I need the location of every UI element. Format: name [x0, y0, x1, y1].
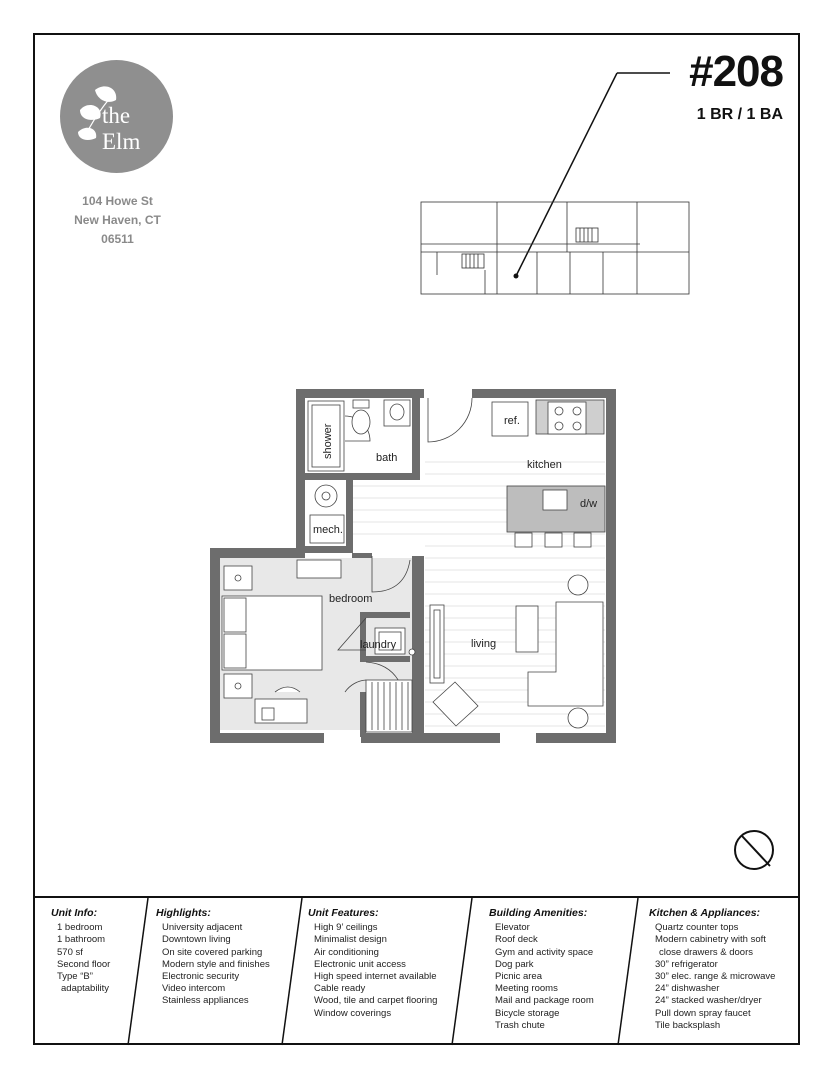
list-item: Video intercom	[162, 983, 226, 995]
list-item: Second floor	[57, 958, 111, 970]
list-item: Gym and activity space	[495, 946, 594, 958]
living-furniture	[430, 575, 603, 728]
list-item: High speed internet available	[314, 971, 437, 983]
list-item: Electronic unit access	[314, 958, 406, 970]
list-item: University adjacent	[162, 922, 243, 934]
list-item: Trash chute	[495, 1019, 545, 1031]
list-item: 24” stacked washer/dryer	[655, 995, 762, 1007]
list-item: Minimalist design	[314, 934, 387, 946]
unit-type: 1 BR / 1 BA	[696, 106, 783, 123]
label-bath: bath	[376, 452, 398, 464]
column-heading: Unit Info:	[51, 907, 98, 919]
label-dw: d/w	[580, 498, 598, 510]
list-item: Mail and package room	[495, 995, 594, 1007]
list-item: Elevator	[495, 922, 530, 934]
list-item: Picnic area	[495, 971, 542, 983]
column-heading: Highlights:	[156, 907, 211, 919]
list-item: Stainless appliances	[162, 995, 249, 1007]
highlights-column	[156, 907, 270, 1008]
list-item: Tile backsplash	[655, 1019, 721, 1031]
unit-number: #208	[689, 47, 783, 96]
label-kitchen: kitchen	[527, 459, 562, 471]
label-bedroom: bedroom	[329, 593, 373, 605]
list-item: Bicycle storage	[495, 1007, 560, 1019]
label-shower: shower	[322, 423, 334, 459]
list-item: On site covered parking	[162, 946, 263, 958]
list-item: Air conditioning	[314, 946, 379, 958]
list-item: 570 sf	[57, 946, 83, 958]
leader-line	[516, 73, 617, 276]
column-heading: Kitchen & Appliances:	[649, 907, 761, 919]
list-item: Window coverings	[314, 1007, 392, 1019]
list-item: Modern cabinetry with soft	[655, 934, 766, 946]
list-item: Electronic security	[162, 971, 240, 983]
label-mech: mech.	[313, 524, 343, 536]
address-line: 104 Howe St	[82, 194, 153, 208]
list-item: 30” elec. range & microwave	[655, 971, 776, 983]
list-item: Wood, tile and carpet flooring	[314, 995, 438, 1007]
list-item: adaptability	[61, 983, 110, 995]
list-item: 30” refrigerator	[655, 958, 718, 970]
unit-info-column	[51, 907, 110, 995]
list-item: Meeting rooms	[495, 983, 558, 995]
address-line: 06511	[101, 232, 134, 246]
kitchen-appliances-column	[649, 907, 775, 1032]
list-item: High 9’ ceilings	[314, 922, 378, 934]
column-heading: Unit Features:	[308, 907, 379, 919]
list-item: Roof deck	[495, 934, 538, 946]
list-item: Downtown living	[162, 934, 231, 946]
north-arrow-icon	[735, 831, 773, 869]
list-item: Modern style and finishes	[162, 958, 270, 970]
list-item: Pull down spray faucet	[655, 1007, 751, 1019]
list-item: Quartz counter tops	[655, 922, 739, 934]
list-item: 1 bathroom	[57, 934, 106, 946]
list-item: Cable ready	[314, 983, 366, 995]
label-ref: ref.	[504, 415, 520, 427]
list-item: Dog park	[495, 958, 534, 970]
building-amenities-column	[489, 907, 594, 1032]
list-item: close drawers & doors	[659, 946, 753, 958]
logo-text: the Elm	[102, 103, 141, 154]
label-living: living	[471, 638, 497, 650]
list-item: 24” dishwasher	[655, 983, 720, 995]
list-item: 1 bedroom	[57, 922, 103, 934]
label-laundry: laundry	[360, 639, 397, 651]
key-plan	[421, 202, 689, 294]
column-heading: Building Amenities:	[489, 907, 588, 919]
unit-location-marker	[514, 274, 519, 279]
list-item: Type “B”	[57, 971, 93, 983]
unit-features-column	[308, 907, 437, 1020]
address-line: New Haven, CT	[74, 213, 161, 227]
